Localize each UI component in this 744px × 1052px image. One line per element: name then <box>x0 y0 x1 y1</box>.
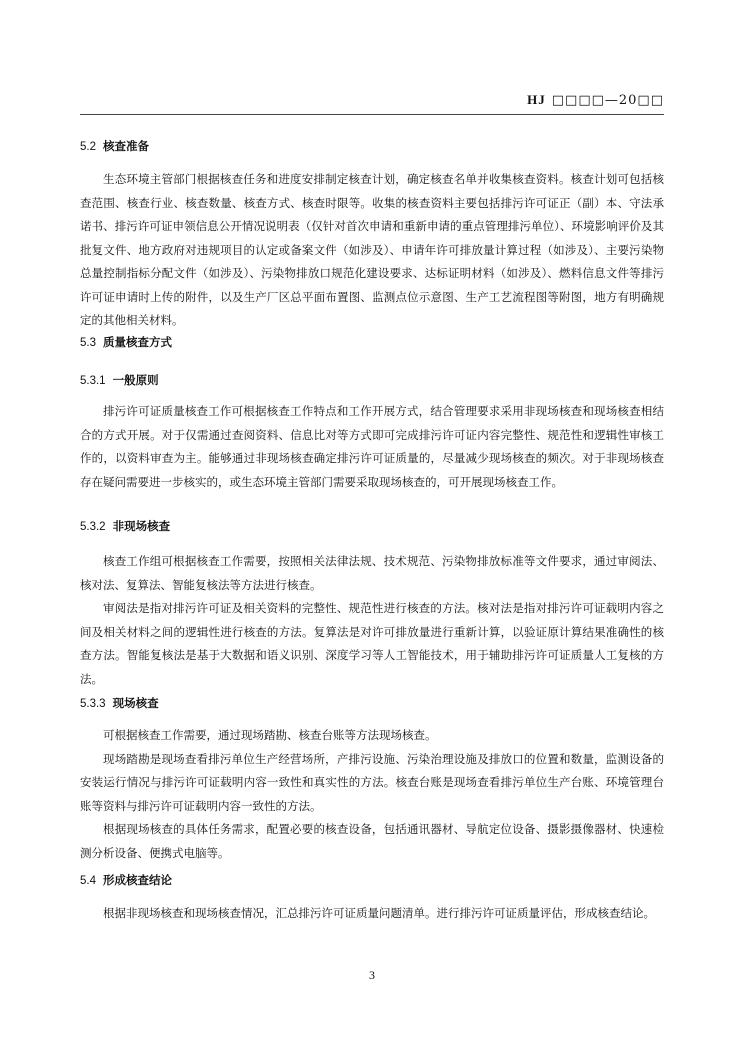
section-5-3-3-heading <box>80 695 159 711</box>
section-number: 5.3.3 <box>80 698 106 710</box>
section-title: 核查准备 <box>103 139 149 153</box>
section-title: 一般原则 <box>112 373 159 387</box>
section-5-2-body <box>80 168 664 333</box>
paragraph: 核查工作组可根据核查工作需要，按照相关法律法规、技术规范、污染物排放标准等文件要求，通过审阅法、核对法、复算法、智能复核法等方法进行核查。 <box>80 554 664 592</box>
section-title: 质量核查方式 <box>103 335 172 349</box>
paragraph: 根据现场核查的具体任务需求，配置必要的核查设备，包括通讯器材、导航定位设备、摄影摄像器材、快速检测分析设备、便携式电脑等。 <box>80 822 664 860</box>
standard-code-number: □□□□—20□□ <box>551 93 664 108</box>
section-title: 非现场核查 <box>112 519 171 533</box>
section-title: 现场核查 <box>112 696 159 710</box>
section-number: 5.4 <box>80 875 96 887</box>
page-header <box>527 92 664 108</box>
section-5-2-heading <box>80 138 149 154</box>
section-5-3-1-heading <box>80 372 159 388</box>
paragraph: 排污许可证质量核查工作可根据核查工作特点和工作开展方式，结合管理要求采用非现场核查和现场核查相结合的方式开展。对于仅需通过查阅资料、信息比对等方式即可完成排污许可证内容完整性、规范性和逻辑性审核工作的，以资料审查为主。能够通过非现场核查确定排污许可证质量的，尽量减少现场核查的频次。对于非现场核查存在疑问需要进一步核实的，或生态环境主管部门需要采取现场核查的，可开展现场核查工作。 <box>80 404 664 489</box>
section-number: 5.3.1 <box>80 375 106 387</box>
paragraph: 可根据核查工作需要，通过现场踏勘、核查台账等方法现场核查。 <box>103 728 437 742</box>
section-5-3-2-heading <box>80 518 170 534</box>
header-rule <box>80 114 664 115</box>
section-5-3-3-body <box>80 724 664 865</box>
section-number: 5.3 <box>80 337 96 349</box>
paragraph: 现场踏勘是现场查看排污单位生产经营场所，产排污设施、污染治理设施及排放口的位置和数量，监测设备的安装运行情况与排污许可证载明内容一致性和真实性的方法。核查台账是现场查看排污单位生产台账、环境管理台账等资料与排污许可证载明内容一致性的方法。 <box>80 751 664 813</box>
page-number: 3 <box>369 968 375 982</box>
section-5-4-body <box>80 902 664 926</box>
paragraph: 根据非现场核查和现场核查情况，汇总排污许可证质量问题清单。进行排污许可证质量评估，形成核查结论。 <box>103 906 655 920</box>
section-5-3-heading <box>80 334 172 350</box>
paragraph: 生态环境主管部门根据核查任务和进度安排制定核查计划，确定核查名单并收集核查资料。核查计划可包括核查范围、核查行业、核查数量、核查方式、核查时限等。收集的核查资料主要包括排污许可证正（副）本、守法承诺书、排污许可证申领信息公开情况说明表（仅针对首次申请和重新申请的重点管理排污单位）、环境影响评价及其批复文件、地方政府对违规项目的认定或备案文件（如涉及）、申请年许可排放量计算过程（如涉及）、主要污染物总量控制指标分配文件（如涉及）、污染物排放口规范化建设要求、达标证明材料（如涉及）、燃料信息文件等排污许可证申请时上传的附件，以及生产厂区总平面布置图、监测点位示意图、生产工艺流程图等附图，地方有明确规定的其他相关材料。 <box>80 172 664 327</box>
section-5-3-2-body <box>80 550 664 691</box>
standard-code-prefix: HJ <box>527 92 546 107</box>
section-5-4-heading <box>80 872 172 888</box>
section-5-3-1-body <box>80 400 664 494</box>
paragraph: 审阅法是指对排污许可证及相关资料的完整性、规范性进行核查的方法。核对法是指对排污许可证载明内容之间及相关材料之间的逻辑性进行核查的方法。复算法是对许可排放量进行重新计算，以验证原计算结果准确性的核查方法。智能复核法是基于大数据和语义识别、深度学习等人工智能技术，用于辅助排污许可证质量人工复核的方法。 <box>80 601 664 686</box>
section-number: 5.3.2 <box>80 521 106 533</box>
section-title: 形成核查结论 <box>103 873 172 887</box>
section-number: 5.2 <box>80 141 96 153</box>
